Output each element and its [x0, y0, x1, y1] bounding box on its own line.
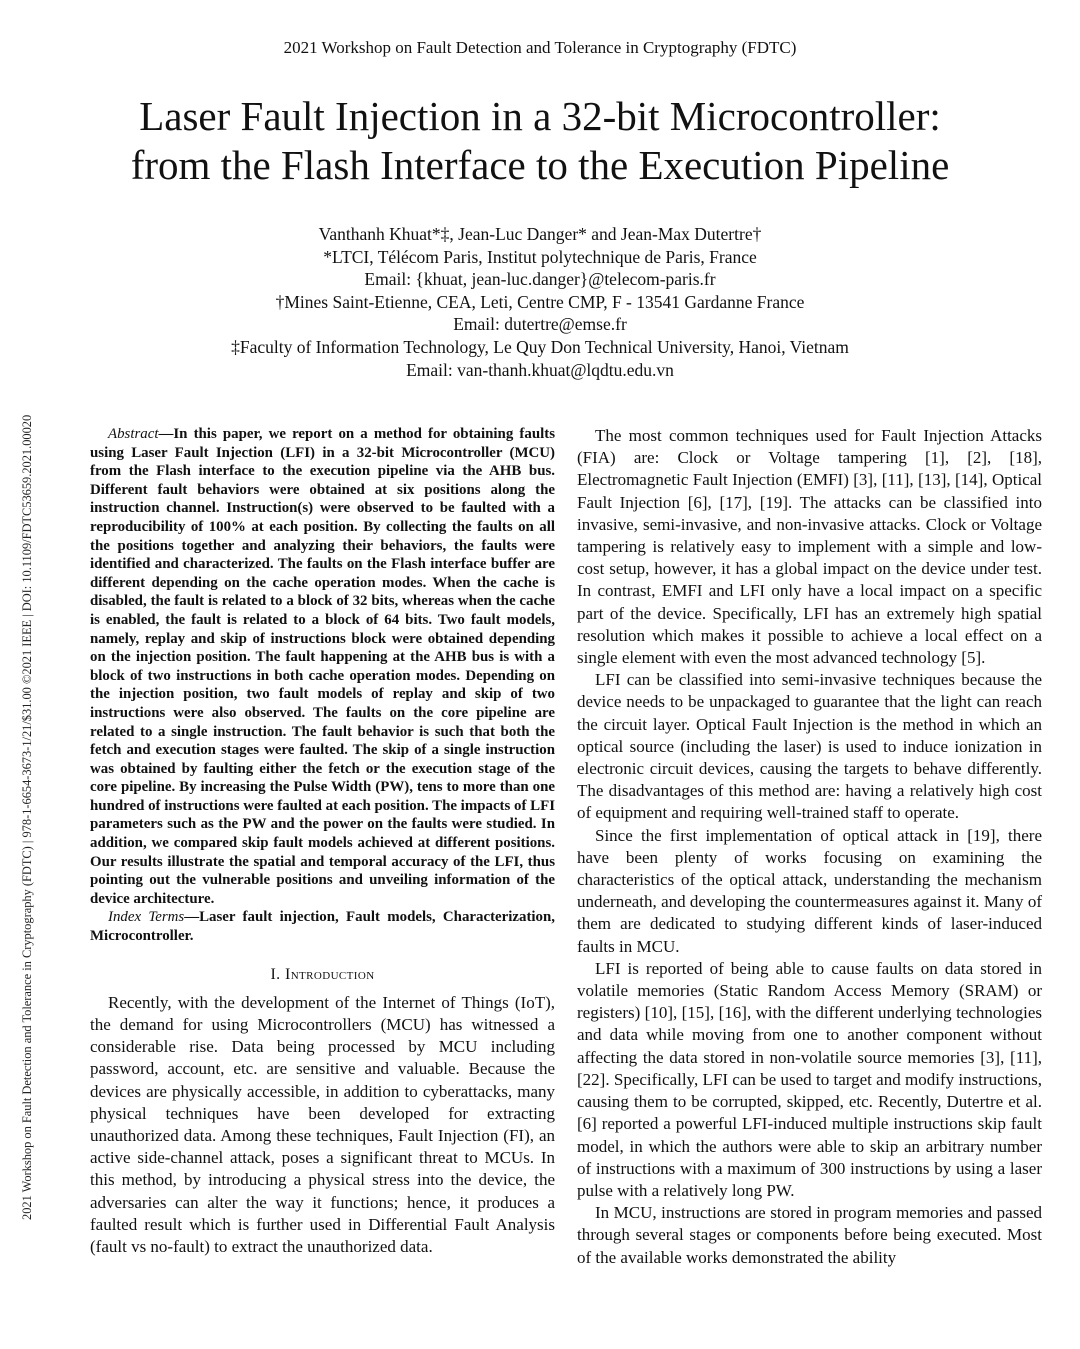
- title-line-2: from the Flash Interface to the Execution Pipeline: [130, 142, 950, 188]
- right-column: [577, 425, 1042, 1269]
- index-terms: [90, 908, 555, 945]
- side-stamp-text: 2021 Workshop on Fault Detection and Tolerance in Cryptography (FDTC) | 978-1-6654-3673-1/21/$31.00 ©2021 IEEE | DOI: 10.1109/FDTC53659.2021.00020: [20, 414, 34, 1220]
- email-3: Email: van-thanh.khuat@lqdtu.edu.vn: [406, 359, 674, 380]
- section-title: Introduction: [284, 965, 375, 983]
- author-block: [0, 223, 1080, 381]
- right-paragraph-5: In MCU, instructions are stored in program memories and passed through several stages or components before being executed. Most of the available works demonstrated the ability: [577, 1203, 1042, 1267]
- right-paragraph-3: Since the first implementation of optical attack in [19], there have been plenty of works focusing on examining the characteristics of the optical attack, understanding the mechanism underneath, and developing the countermeasures against it. Many of them are dedicated to studying different kinds of laser-induced faults in MCU.: [577, 825, 1042, 956]
- section-number: I.: [270, 965, 285, 983]
- index-terms-label: Index Terms: [108, 909, 185, 926]
- left-paragraph-1: Recently, with the development of the Internet of Things (IoT), the demand for using Microcontrollers (MCU) has witnessed a considerable rise. Data being processed by MCU including password, account, etc. are sensitive and valuable. Because the devices are physically accessible, in addition to cyberattacks, many physical techniques have been developed for extracting unauthorized data. Among these techniques, Fault Injection (FI), an active side-channel attack, poses a significant threat to MCUs. In this method, by introducing a physical stress into the device, the adversaries can alter the way it functions; hence, it produces a faulted result which is further used in Differential Fault Analysis (fault vs no-fault) to extract the unauthorized data.: [90, 992, 555, 1257]
- conference-header: 2021 Workshop on Fault Detection and Tolerance in Cryptography (FDTC): [283, 38, 797, 57]
- right-paragraph-2: LFI can be classified into semi-invasive techniques because the device needs to be unpackaged to guarantee that the light can reach the circuit layer. Optical Fault Injection is the method in which an optical source (including the laser) is used to induce ionization in electronic circuit devices, causing the targets to behave differently. The disadvantages of this method are: having a relatively high cost of equipment and requiring well-trained staff to operate.: [577, 670, 1042, 823]
- abstract-text: —In this paper, we report on a method for obtaining faults using Laser Fault Injection (LFI) in a 32-bit Microcontroller (MCU) from the Flash interface to the execution pipeline via the AHB bus. Different fault behaviors were obtained at six positions along the instruction channel. Instruction(s) were observed to be faulted with a reproducibility of 100% at each position. By collecting the faults on all the positions together and analyzing their behaviors, the faults were identified and characterized. The faults on the Flash interface buffer are different depending on the cache operation modes. When the cache is disabled, the fault is related to a block of 32 bits, whereas when the cache is enabled, the fault is related to a block of 64 bits. Two fault models, namely, replay and skip of instructions block were obtained depending on the injection position. The fault happening at the AHB bus is with a block of two instructions in both cache operation modes. Depending on the injection position, two fault models of replay and skip of two instructions were also observed. The faults on the core pipeline are related to a single instruction. The fault behavior is such that both the fetch and execution stages were faulted. The skip of a single instruction was obtained by faulting either the fetch or the execution stage of the core pipeline. By increasing the Pulse Width (PW), tens to more than one hundred of instructions were faulted at each position. The impacts of LFI parameters such as the PW and the power on the faults were studied. In addition, we compared skip fault models achieved at different positions. Our results illustrate the spatial and temporal accuracy of the LFI, thus pointing out the vulnerable positions and unveiling information of the device architecture.: [90, 426, 555, 907]
- affiliation-1: *LTCI, Télécom Paris, Institut polytechnique de Paris, France: [323, 246, 757, 267]
- abstract: [90, 425, 555, 908]
- author-names: Vanthanh Khuat*‡, Jean-Luc Danger* and Jean-Max Dutertre†: [318, 224, 762, 244]
- affiliation-2: †Mines Saint-Etienne, CEA, Leti, Centre CMP, F - 13541 Gardanne France: [275, 291, 805, 312]
- title-line-1: Laser Fault Injection in a 32-bit Microcontroller:: [139, 93, 941, 139]
- affiliation-3: ‡Faculty of Information Technology, Le Quy Don Technical University, Hanoi, Vietnam: [231, 336, 849, 357]
- right-paragraph-1: The most common techniques used for Fault Injection Attacks (FIA) are: Clock or Voltage tampering [1], [2], [18], Electromagnetic Fault Injection (EMFI) [3], [11], [13], [14], Optical Fault Injection [6], [17], [19]. The attacks can be classified into invasive, semi-invasive, and non-invasive attacks. Clock or Voltage tampering is relatively easy to implement with a simple and low-cost setup, however, it has a global impact on the device under test. In contrast, EMFI and LFI only have a local impact on a specific part of the device. Specifically, LFI has an extremely high spatial resolution which makes it possible to achieve a local effect on a single element with even the most advanced technology [5].: [577, 426, 1042, 668]
- email-2: Email: dutertre@emse.fr: [453, 314, 627, 335]
- abstract-label: Abstract: [108, 426, 159, 442]
- index-terms-text: —Laser fault injection, Fault models, Characterization, Microcontroller.: [90, 909, 555, 945]
- section-heading-introduction: [90, 964, 555, 986]
- paper-title: [0, 92, 1080, 190]
- email-1: Email: {khuat, jean-luc.danger}@telecom-paris.fr: [364, 269, 716, 290]
- right-paragraph-4: LFI is reported of being able to cause faults on data stored in volatile memories (Static Random Access Memory (SRAM) or registers) [10], [15], [16], with the different underlying technologies and data while moving from one to another component without affecting the data stored in non-volatile source memories [3], [11], [22]. Specifically, LFI can be used to target and modify instructions, causing them to be corrupted, skipped, etc. Recently, Dutertre et al. [6] reported a powerful LFI-induced multiple instructions skip fault model, in which the authors were able to skip an arbitrary number of instructions with a maximum of 300 instructions by using a laser pulse with a relatively long PW.: [577, 958, 1042, 1200]
- left-column: [90, 425, 555, 1258]
